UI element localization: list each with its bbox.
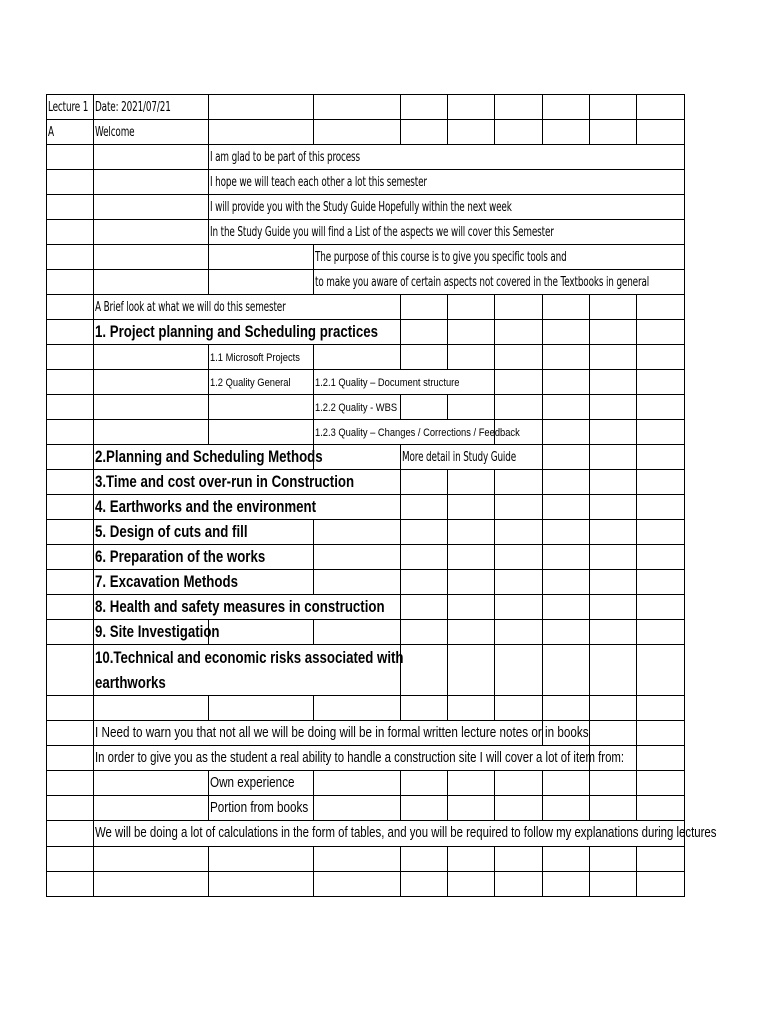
cell[interactable] [401, 645, 448, 696]
cell[interactable] [401, 771, 448, 796]
cell[interactable] [543, 320, 590, 345]
cell[interactable] [401, 520, 448, 545]
cell[interactable] [94, 345, 209, 370]
cell[interactable] [543, 495, 590, 520]
cell[interactable] [314, 445, 401, 470]
table-row [47, 645, 685, 696]
table-row [47, 370, 685, 395]
cell[interactable] [94, 420, 209, 445]
cell[interactable] [637, 545, 685, 570]
cell[interactable] [47, 220, 94, 245]
cell[interactable] [94, 846, 209, 871]
table-row [47, 120, 685, 145]
cell[interactable] [401, 295, 448, 320]
cell[interactable] [47, 520, 94, 545]
table-row [47, 696, 685, 721]
table-row [47, 746, 685, 771]
cell-date[interactable] [94, 95, 209, 120]
cell-topic[interactable] [94, 470, 401, 495]
table-row [47, 545, 685, 570]
table-row [47, 495, 685, 520]
cell[interactable] [448, 796, 495, 821]
cell[interactable] [543, 95, 590, 120]
cell-subtopic[interactable] [209, 345, 314, 370]
cell-intro[interactable] [209, 220, 685, 245]
cell[interactable] [47, 420, 94, 445]
table-row [47, 345, 685, 370]
cell[interactable] [47, 771, 94, 796]
cell[interactable] [543, 871, 590, 896]
cell[interactable] [314, 120, 401, 145]
cell[interactable] [590, 620, 637, 645]
cell[interactable] [47, 270, 94, 295]
table-row [47, 871, 685, 896]
cell[interactable] [448, 520, 495, 545]
cell[interactable] [209, 245, 314, 270]
cell[interactable] [590, 520, 637, 545]
cell-source[interactable] [209, 771, 314, 796]
cell-topic[interactable] [94, 620, 220, 645]
topic-heading: 10.Technical and economic risks associated with [95, 648, 404, 668]
cell-note[interactable] [94, 746, 625, 771]
cell[interactable] [590, 595, 637, 620]
cell[interactable] [448, 620, 495, 645]
cell[interactable] [94, 245, 209, 270]
purpose-line: to make you aware of certain aspects not covered in the Textbooks in general [315, 275, 650, 291]
cell[interactable] [448, 846, 495, 871]
cell-topic[interactable] [94, 545, 314, 570]
cell[interactable] [47, 470, 94, 495]
cell[interactable] [495, 696, 543, 721]
cell[interactable] [448, 495, 495, 520]
cell-section[interactable] [47, 120, 94, 145]
cell[interactable] [209, 120, 314, 145]
cell[interactable] [314, 696, 401, 721]
cell[interactable] [209, 871, 314, 896]
cell[interactable] [47, 295, 94, 320]
cell[interactable] [314, 771, 401, 796]
cell[interactable] [314, 545, 401, 570]
cell[interactable] [543, 120, 590, 145]
cell[interactable] [448, 871, 495, 896]
cell-topic[interactable] [94, 570, 314, 595]
table-row [47, 95, 685, 120]
table-row [47, 721, 685, 746]
cell[interactable] [495, 871, 543, 896]
cell[interactable] [47, 595, 94, 620]
cell[interactable] [448, 345, 495, 370]
cell[interactable] [47, 821, 94, 846]
table-row [47, 220, 685, 245]
cell[interactable] [47, 345, 94, 370]
cell[interactable] [209, 620, 314, 645]
cell[interactable] [495, 120, 543, 145]
cell[interactable] [94, 195, 209, 220]
cell-topic[interactable] [94, 520, 314, 545]
cell[interactable] [543, 470, 590, 495]
cell[interactable] [401, 696, 448, 721]
cell[interactable] [543, 846, 590, 871]
cell-topic[interactable] [94, 320, 401, 345]
cell[interactable] [543, 595, 590, 620]
cell[interactable] [401, 620, 448, 645]
cell[interactable] [495, 570, 543, 595]
cell[interactable] [448, 545, 495, 570]
cell[interactable] [94, 771, 209, 796]
table-row [47, 821, 685, 846]
cell[interactable] [47, 145, 94, 170]
cell[interactable] [637, 120, 685, 145]
cell[interactable] [401, 796, 448, 821]
cell[interactable] [94, 395, 209, 420]
cell[interactable] [47, 395, 94, 420]
cell[interactable] [94, 270, 209, 295]
cell[interactable] [637, 420, 685, 445]
table-row [47, 270, 685, 295]
cell[interactable] [47, 495, 94, 520]
cell[interactable] [495, 470, 543, 495]
intro-line: I hope we will teach each other a lot this semester [210, 175, 427, 191]
table-row [47, 846, 685, 871]
cell[interactable] [401, 545, 448, 570]
cell-topic[interactable] [94, 595, 401, 620]
cell[interactable] [543, 420, 590, 445]
cell[interactable] [314, 95, 401, 120]
cell[interactable] [209, 270, 314, 295]
cell[interactable] [47, 245, 94, 270]
cell[interactable] [94, 370, 209, 395]
cell[interactable] [495, 95, 543, 120]
cell[interactable] [495, 645, 543, 696]
cell[interactable] [543, 570, 590, 595]
cell[interactable] [209, 95, 314, 120]
cell[interactable] [590, 370, 637, 395]
cell-subtopic[interactable] [314, 420, 520, 445]
cell[interactable] [495, 370, 543, 395]
cell[interactable] [590, 320, 637, 345]
cell[interactable] [590, 345, 637, 370]
cell-topic[interactable] [94, 495, 401, 520]
cell[interactable] [637, 470, 685, 495]
cell[interactable] [590, 721, 637, 746]
cell[interactable] [401, 320, 448, 345]
table-row [47, 796, 685, 821]
intro-line: I am glad to be part of this process [210, 150, 360, 166]
cell[interactable] [401, 495, 448, 520]
cell[interactable] [448, 95, 495, 120]
cell[interactable] [209, 696, 314, 721]
cell[interactable] [637, 620, 685, 645]
cell-purpose[interactable] [314, 245, 685, 270]
cell[interactable] [47, 320, 94, 345]
table-row [47, 595, 685, 620]
cell[interactable] [637, 645, 685, 696]
cell[interactable] [637, 445, 685, 470]
cell[interactable] [314, 796, 401, 821]
cell[interactable] [448, 645, 495, 696]
cell[interactable] [401, 846, 448, 871]
table-row [47, 420, 685, 445]
cell[interactable] [590, 696, 637, 721]
intro-line: I will provide you with the Study Guide Hopefully within the next week [210, 200, 512, 216]
cell[interactable] [94, 220, 209, 245]
cell[interactable] [448, 395, 495, 420]
cell[interactable] [637, 295, 685, 320]
cell[interactable] [495, 796, 543, 821]
cell-intro[interactable] [209, 195, 685, 220]
cell[interactable] [590, 846, 637, 871]
topic-heading: 5. Design of cuts and fill [95, 522, 248, 542]
cell[interactable] [637, 395, 685, 420]
cell[interactable] [495, 345, 543, 370]
table-row [47, 570, 685, 595]
table-row [47, 145, 685, 170]
cell[interactable] [590, 545, 637, 570]
cell[interactable] [47, 721, 94, 746]
cell[interactable] [637, 746, 685, 771]
cell[interactable] [94, 871, 209, 896]
cell[interactable] [543, 520, 590, 545]
cell[interactable] [448, 295, 495, 320]
cell[interactable] [47, 645, 94, 696]
cell[interactable] [47, 170, 94, 195]
cell[interactable] [495, 620, 543, 645]
source-item: Portion from books [210, 799, 309, 817]
cell-purpose[interactable] [314, 270, 685, 295]
cell[interactable] [543, 370, 590, 395]
subtopic-text: 1.2.1 Quality – Document structure [315, 377, 460, 390]
cell[interactable] [543, 796, 590, 821]
source-item: Own experience [210, 774, 295, 792]
cell[interactable] [448, 570, 495, 595]
cell[interactable] [401, 871, 448, 896]
cell[interactable] [495, 846, 543, 871]
cell[interactable] [637, 871, 685, 896]
cell[interactable] [543, 771, 590, 796]
cell[interactable] [47, 545, 94, 570]
cell[interactable] [590, 771, 637, 796]
cell[interactable] [448, 120, 495, 145]
cell[interactable] [401, 470, 448, 495]
cell[interactable] [590, 295, 637, 320]
cell[interactable] [637, 721, 685, 746]
cell[interactable] [637, 570, 685, 595]
table-row [47, 395, 685, 420]
cell[interactable] [495, 495, 543, 520]
lecture-date: Date: 2021/07/21 [95, 100, 171, 115]
cell-note[interactable] [401, 445, 543, 470]
spreadsheet-table [46, 94, 717, 897]
cell-brief[interactable] [94, 295, 401, 320]
cell[interactable] [401, 395, 448, 420]
cell[interactable] [637, 320, 685, 345]
cell[interactable] [401, 95, 448, 120]
cell[interactable] [448, 470, 495, 495]
cell[interactable] [590, 420, 637, 445]
cell[interactable] [47, 445, 94, 470]
order-note: In order to give you as the student a real ability to handle a construction site I will cover a lot of item from: [95, 749, 625, 767]
cell-note[interactable] [94, 821, 717, 846]
table-row [47, 195, 685, 220]
cell[interactable] [590, 796, 637, 821]
topic-heading: 4. Earthworks and the environment [95, 497, 317, 517]
cell[interactable] [495, 320, 543, 345]
cell[interactable] [495, 771, 543, 796]
cell[interactable] [637, 846, 685, 871]
table-row [47, 320, 685, 345]
cell[interactable] [401, 570, 448, 595]
cell-subtopic[interactable] [209, 370, 314, 395]
cell[interactable] [543, 395, 590, 420]
cell[interactable] [637, 370, 685, 395]
cell[interactable] [47, 871, 94, 896]
cell-note[interactable] [94, 721, 589, 746]
table-row [47, 470, 685, 495]
cell[interactable] [47, 746, 94, 771]
welcome-text: Welcome [95, 125, 135, 141]
topic-heading: 3.Time and cost over-run in Construction [95, 472, 355, 492]
table-row [47, 520, 685, 545]
cell[interactable] [401, 595, 448, 620]
cell[interactable] [94, 145, 209, 170]
cell[interactable] [590, 445, 637, 470]
cell[interactable] [209, 395, 314, 420]
cell[interactable] [637, 696, 685, 721]
cell[interactable] [314, 846, 401, 871]
cell[interactable] [495, 395, 543, 420]
cell-subtopic[interactable] [314, 395, 401, 420]
topic-heading: 7. Excavation Methods [95, 572, 238, 592]
cell[interactable] [543, 620, 590, 645]
table-row [47, 620, 685, 645]
intro-line: In the Study Guide you will find a List of the aspects we will cover this Semester [210, 225, 554, 241]
cell[interactable] [543, 696, 590, 721]
brief-text: A Brief look at what we will do this semester [95, 300, 286, 316]
table-row [47, 245, 685, 270]
topic-heading: 9. Site Investigation [95, 622, 220, 642]
table-row [47, 771, 685, 796]
section-label: A [48, 125, 54, 141]
cell[interactable] [590, 495, 637, 520]
cell[interactable] [47, 620, 94, 645]
cell[interactable] [448, 696, 495, 721]
cell[interactable] [495, 295, 543, 320]
cell[interactable] [314, 871, 401, 896]
cell[interactable] [47, 796, 94, 821]
cell[interactable] [590, 120, 637, 145]
cell-topic[interactable] [94, 645, 404, 696]
table-row [47, 170, 685, 195]
cell-intro[interactable] [209, 145, 685, 170]
cell[interactable] [94, 796, 209, 821]
cell[interactable] [47, 846, 94, 871]
cell[interactable] [543, 345, 590, 370]
cell[interactable] [47, 370, 94, 395]
topic-heading: 6. Preparation of the works [95, 547, 266, 567]
cell[interactable] [543, 295, 590, 320]
subtopic-text: 1.2 Quality General [210, 377, 291, 390]
cell[interactable] [47, 570, 94, 595]
cell[interactable] [637, 595, 685, 620]
cell[interactable] [209, 420, 314, 445]
cell[interactable] [314, 620, 401, 645]
cell[interactable] [314, 520, 401, 545]
cell[interactable] [314, 345, 401, 370]
cell[interactable] [590, 95, 637, 120]
cell[interactable] [637, 796, 685, 821]
cell[interactable] [495, 545, 543, 570]
study-guide-note: More detail in Study Guide [402, 450, 517, 466]
cell-lecture[interactable] [47, 95, 94, 120]
topic-heading: 2.Planning and Scheduling Methods [95, 447, 323, 467]
lecture-label: Lecture 1 [48, 100, 89, 115]
cell[interactable] [590, 395, 637, 420]
warning-note: I Need to warn you that not all we will be doing will be in formal written lecture notes or in books [95, 724, 589, 742]
cell-intro[interactable] [209, 170, 685, 195]
topic-heading: 8. Health and safety measures in construction [95, 597, 385, 617]
cell[interactable] [495, 520, 543, 545]
subtopic-text: 1.1 Microsoft Projects [210, 352, 300, 365]
cell[interactable] [448, 595, 495, 620]
cell[interactable] [543, 545, 590, 570]
table-row [47, 295, 685, 320]
calculations-note: We will be doing a lot of calculations in the form of tables, and you will be required to follow my explanations during lectures [95, 824, 717, 842]
cell[interactable] [637, 495, 685, 520]
cell[interactable] [448, 771, 495, 796]
cell-welcome[interactable] [94, 120, 209, 145]
cell[interactable] [401, 120, 448, 145]
cell[interactable] [543, 445, 590, 470]
cell-topic[interactable] [94, 445, 323, 470]
cell[interactable] [209, 846, 314, 871]
topic-heading: 1. Project planning and Scheduling practices [95, 322, 378, 342]
cell[interactable] [47, 696, 94, 721]
cell[interactable] [94, 696, 209, 721]
cell[interactable] [637, 771, 685, 796]
cell[interactable] [543, 645, 590, 696]
cell[interactable] [637, 345, 685, 370]
cell[interactable] [637, 95, 685, 120]
cell[interactable] [401, 345, 448, 370]
subtopic-text: 1.2.2 Quality - WBS [315, 402, 398, 415]
table-row [47, 445, 685, 470]
cell[interactable] [448, 320, 495, 345]
cell[interactable] [590, 470, 637, 495]
cell[interactable] [637, 520, 685, 545]
topic-heading-cont: earthworks [95, 673, 166, 693]
cell[interactable] [47, 195, 94, 220]
cell[interactable] [590, 871, 637, 896]
purpose-line: The purpose of this course is to give you specific tools and [315, 250, 567, 266]
cell[interactable] [314, 570, 401, 595]
subtopic-text: 1.2.3 Quality – Changes / Corrections / Feedback [315, 427, 520, 440]
cell[interactable] [495, 595, 543, 620]
cell[interactable] [94, 170, 209, 195]
cell-source[interactable] [209, 796, 314, 821]
cell-subtopic[interactable] [314, 370, 495, 395]
cell[interactable] [590, 570, 637, 595]
cell[interactable] [590, 645, 637, 696]
